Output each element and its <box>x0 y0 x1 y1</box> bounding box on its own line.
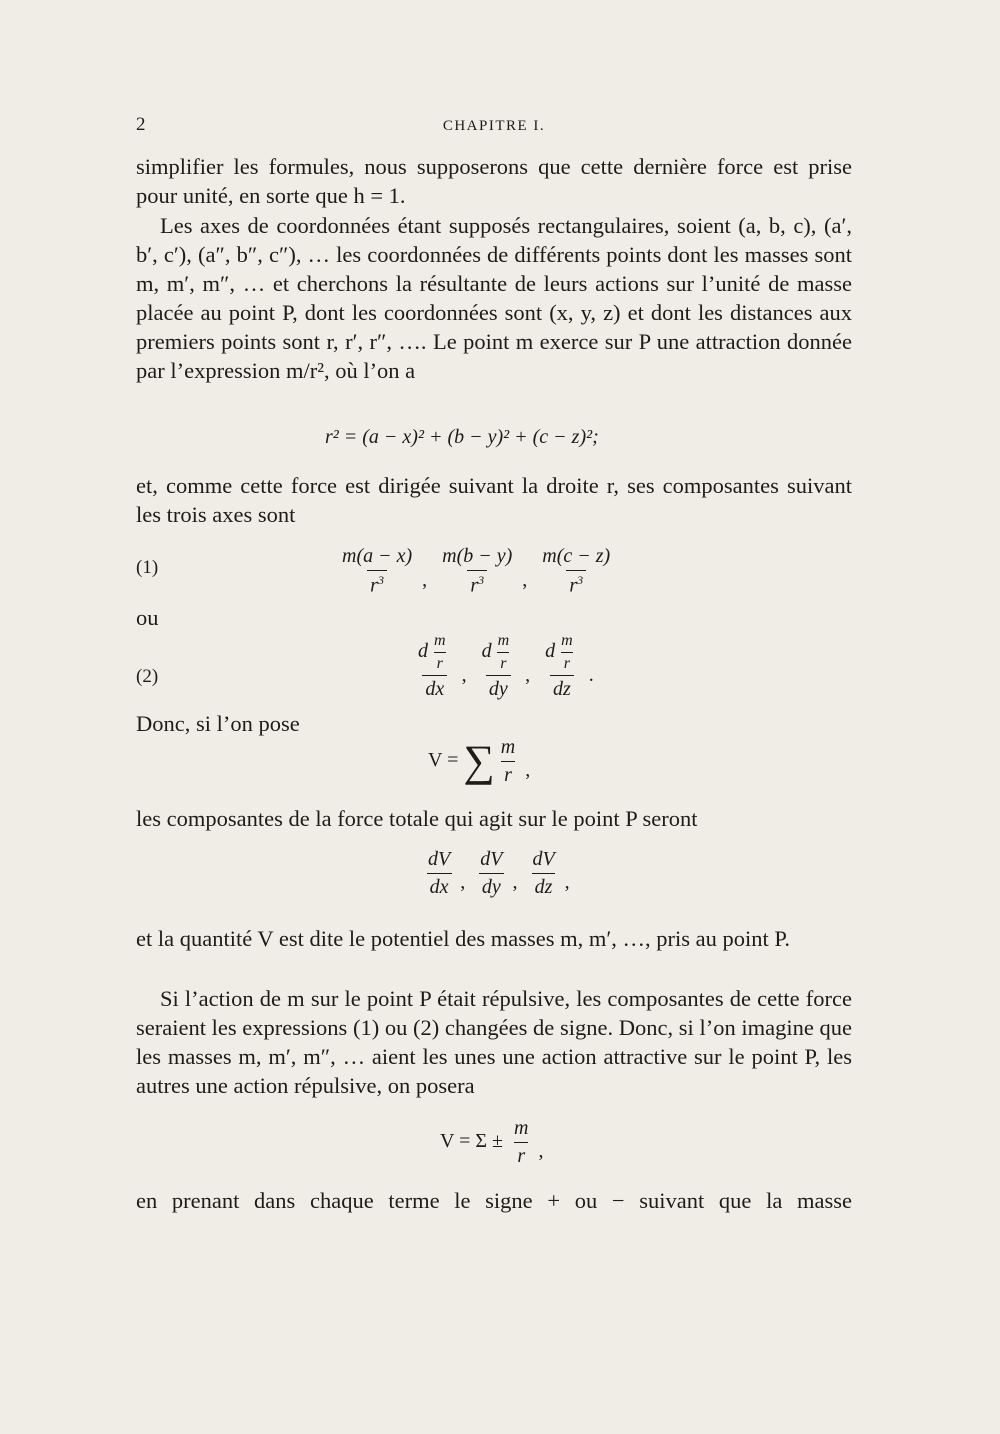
equation-2-label: (2) <box>136 666 159 687</box>
paragraph-5: Donc, si l’on pose <box>136 711 300 736</box>
paragraph-1 <box>136 152 852 210</box>
equation-potential: V = ∑ $\frac{m}{r}$ , <box>428 736 531 786</box>
paragraph-ou: ou <box>136 605 159 630</box>
page-header <box>136 112 852 142</box>
equation-2: d $\frac{m}{r}$ dx , d $\frac{m}{r}$ dy , d $\frac{m}{r}$ dz . <box>418 632 594 700</box>
paragraph-1-text: simplifier les formules, nous supposerons que cette dernière force est prise pour unité, en sorte que h = 1. <box>136 154 852 208</box>
paragraph-2 <box>136 211 852 385</box>
paragraph-9: en prenant dans chaque terme le signe + ou − suivant que la masse <box>136 1188 852 1213</box>
equation-r-squared: r² = (a − x)² + (b − y)² + (c − z)²; <box>325 426 599 448</box>
equation-gradient: $\frac{dV}{dx}$ , $\frac{dV}{dy}$ , $\frac{dV}{dz}$ , <box>428 848 570 898</box>
paragraph-8: Si l’action de m sur le point P était répulsive, les composantes de cette force seraient les expressions (1) ou (2) changées de signe. Donc, si l’on imagine que les masses m, m′, m″, … aient les unes une action attractive sur le point P, les autres une action répulsive, on posera <box>136 986 852 1098</box>
page-number: 2 <box>136 114 146 135</box>
paragraph-3 <box>136 471 852 529</box>
equation-signed-potential: V = Σ ± $\frac{m}{r}$ , <box>440 1117 544 1167</box>
paragraph-3-text: et, comme cette force est dirigée suivant la droite r, ses composantes suivant les trois axes sont <box>136 473 852 527</box>
equation-1-label: (1) <box>136 557 159 578</box>
paragraph-7: et la quantité V est dite le potentiel des masses m, m′, …, pris au point P. <box>136 926 791 951</box>
paragraph-2-text: Les axes de coordonnées étant supposés rectangulaires, soient (a, b, c), (a′, b′, c′), (a″, b″, c″), … les coordonnées de différents points dont les masses sont m, m′, m″, … et cherchons la résultante de leurs actions sur l’unité de masse placée au point P, dont les coordonnées sont (x, y, z) et dont les distances aux premiers points sont r, r′, r″, …. Le point m exerce sur P une attraction donnée par l’expression m/r², où l’on a <box>136 213 852 383</box>
chapter-title: CHAPITRE I. <box>442 118 546 134</box>
equation-1: $\frac{m(a - x)}{r^3}$ , $\frac{m(b - y)}{r^3}$ , $\frac{m(c - z)}{r^3}$ <box>342 545 611 597</box>
paragraph-6: les composantes de la force totale qui agit sur le point P seront <box>136 806 698 831</box>
